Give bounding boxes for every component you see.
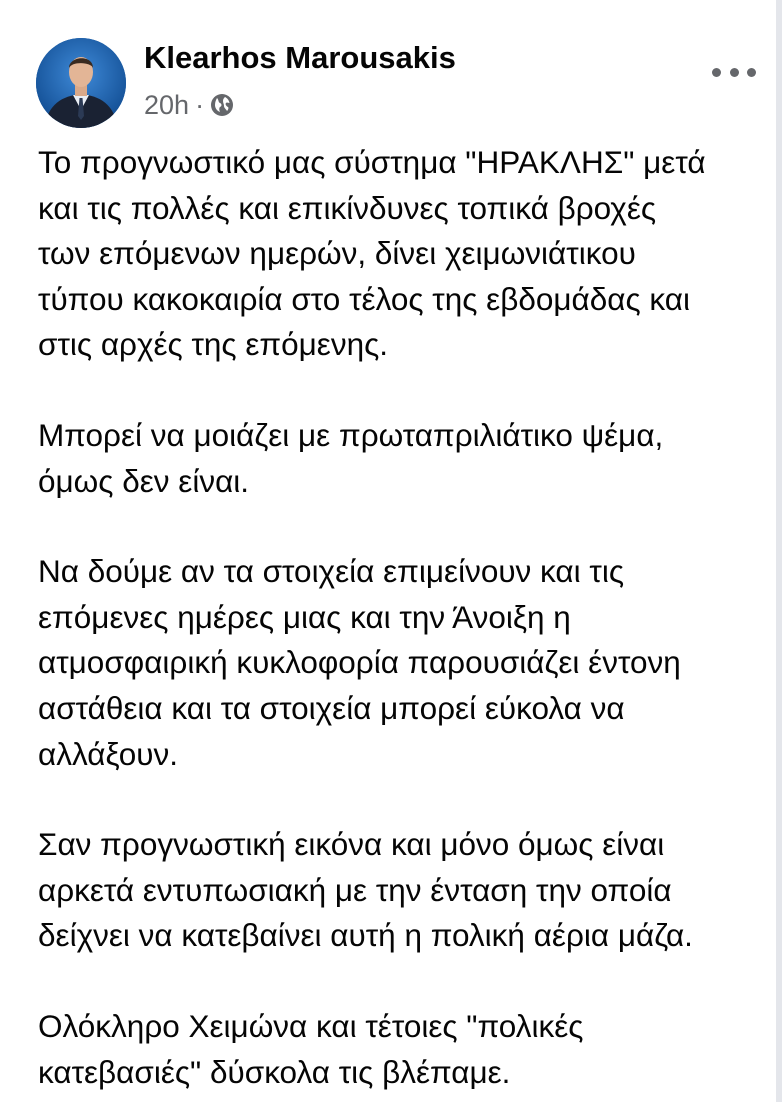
more-dot bbox=[712, 68, 721, 77]
meta-separator: · bbox=[195, 89, 205, 120]
post-text-line: Ολόκληρο Χειμώνα και τέτοιες "πολικές bbox=[38, 1007, 584, 1044]
more-options-button[interactable] bbox=[712, 58, 756, 86]
post-paragraph bbox=[38, 549, 768, 777]
post-paragraph bbox=[38, 1004, 768, 1095]
post-header bbox=[36, 36, 756, 126]
more-dot bbox=[730, 68, 739, 77]
post-text-line: κατεβασιές" δύσκολα τις βλέπαμε. bbox=[38, 1053, 511, 1090]
post-text-line: των επόμενων ημερών, δίνει χειμωνιάτικου bbox=[38, 235, 636, 272]
post-paragraph bbox=[38, 413, 768, 504]
post-text-line: αλλάξουν. bbox=[38, 735, 178, 772]
post-text-line: ατμοσφαιρική κυκλοφορία παρουσιάζει έντονη bbox=[38, 644, 681, 681]
post-paragraph bbox=[38, 822, 768, 959]
post-text-line: Το προγνωστικό μας σύστημα "ΗΡΑΚΛΗΣ" μετά bbox=[38, 144, 706, 180]
scrollbar-track[interactable] bbox=[776, 0, 782, 1102]
post-paragraph bbox=[38, 140, 768, 368]
avatar-image bbox=[36, 38, 126, 128]
post-text-line: Μπορεί να μοιάζει με πρωταπριλιάτικο ψέμα, bbox=[38, 416, 664, 453]
post-text-line: Σαν προγνωστική εικόνα και μόνο όμως είναι bbox=[38, 826, 665, 863]
post-text-line: επόμενες ημέρες μιας και την Άνοιξη η bbox=[38, 598, 571, 635]
author-avatar[interactable] bbox=[36, 38, 126, 128]
globe-icon[interactable] bbox=[210, 93, 234, 117]
post-text-line: Να δούμε αν τα στοιχεία επιμείνουν και τις bbox=[38, 553, 625, 590]
post-text-line: τύπου κακοκαιρία στο τέλος της εβδομάδας και bbox=[38, 280, 691, 317]
post-meta bbox=[144, 88, 234, 122]
post-text-line: και τις πολλές και επικίνδυνες τοπικά βροχές bbox=[38, 189, 657, 226]
author-name[interactable]: Klearhos Marousakis bbox=[144, 40, 456, 75]
post-text-line: στις αρχές της επόμενης. bbox=[38, 326, 389, 363]
more-dot bbox=[747, 68, 756, 77]
post-text-line: όμως δεν είναι. bbox=[38, 462, 250, 499]
post-text-line: δείχνει να κατεβαίνει αυτή η πολική αέρια μάζα. bbox=[38, 917, 693, 954]
post-timestamp[interactable]: 20h bbox=[144, 89, 190, 120]
post-body-text bbox=[38, 140, 768, 1095]
post-text-line: αρκετά εντυπωσιακή με την ένταση την οποία bbox=[38, 871, 672, 908]
post-text-line: αστάθεια και τα στοιχεία μπορεί εύκολα να bbox=[38, 689, 625, 726]
